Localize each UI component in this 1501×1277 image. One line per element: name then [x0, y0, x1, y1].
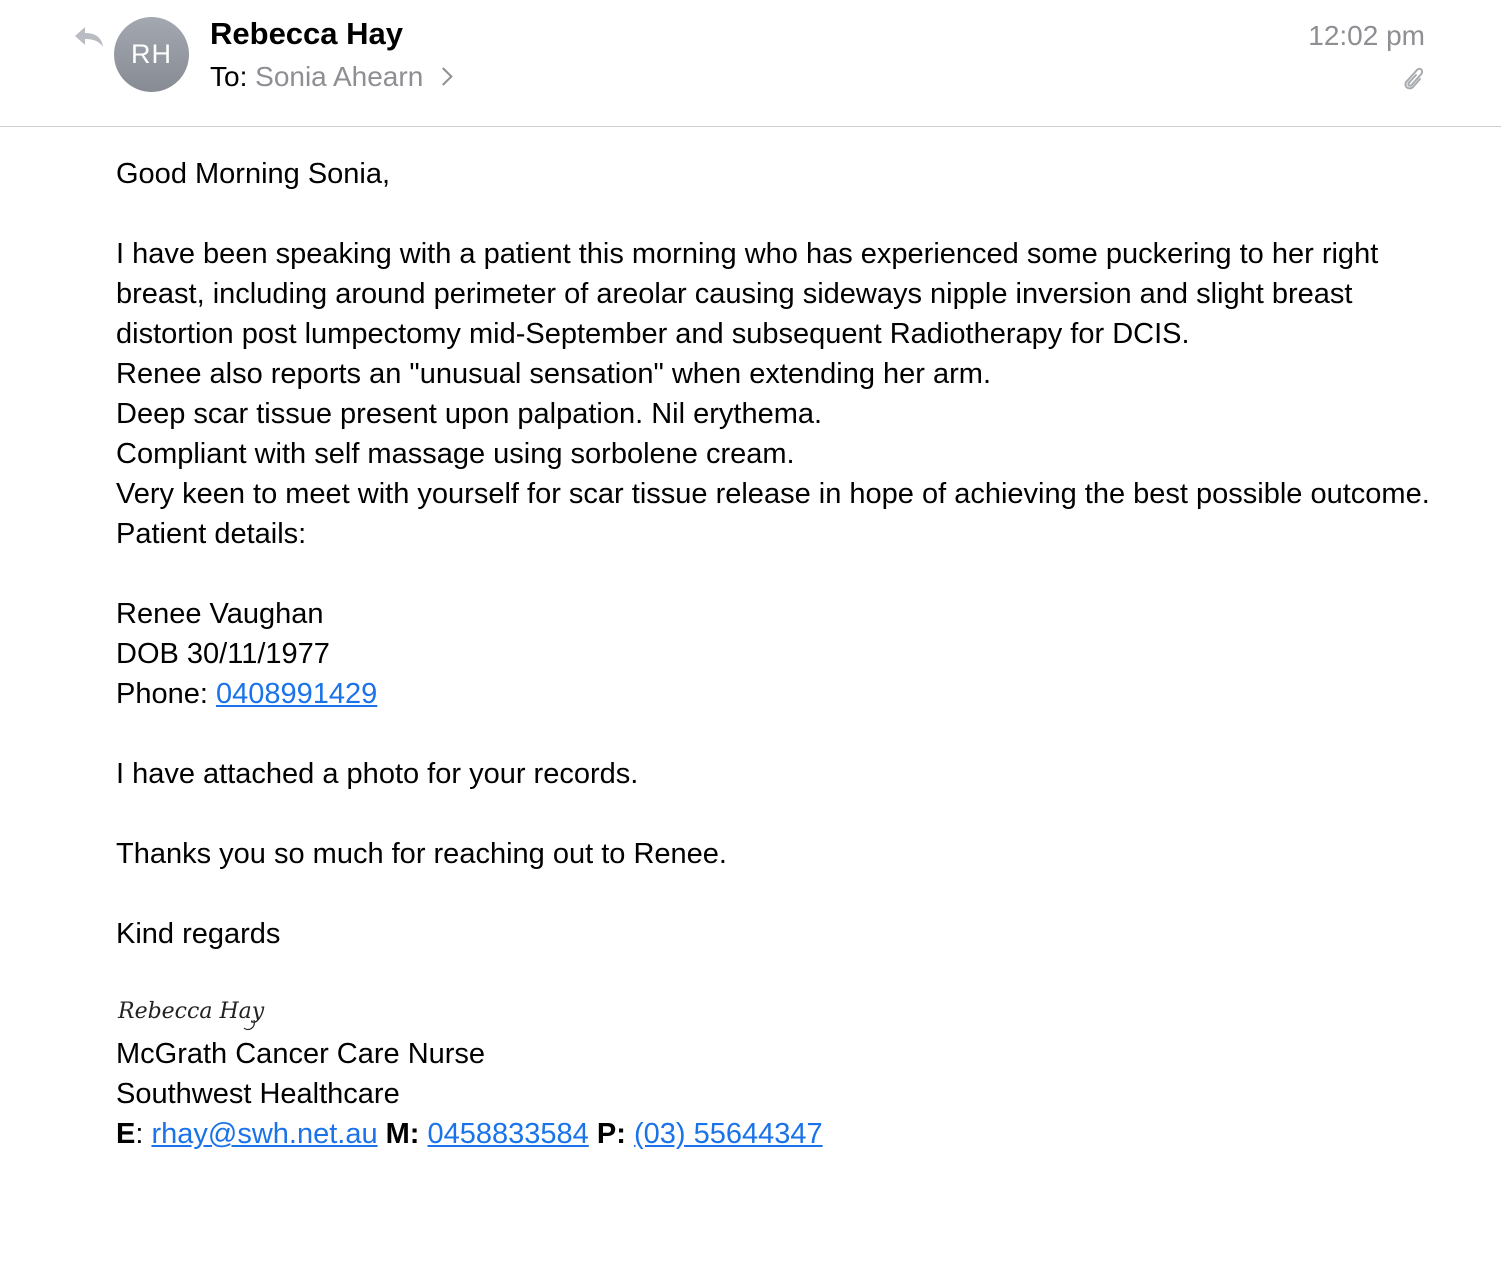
body-line: Patient details:	[116, 518, 307, 550]
body-line: Thanks you so much for reaching out to Renee.	[116, 838, 727, 870]
body-line: Deep scar tissue present upon palpation. Nil erythema.	[116, 398, 823, 430]
handwritten-signature	[116, 990, 1436, 1034]
sender-name[interactable]: Rebecca Hay	[210, 16, 404, 51]
patient-phone	[116, 674, 1436, 714]
greeting: Good Morning Sonia,	[116, 158, 391, 190]
body-line: Compliant with self massage using sorbolene cream.	[116, 438, 795, 470]
signature-contacts	[116, 1114, 1436, 1154]
closing: Kind regards	[116, 918, 281, 950]
patient-dob: DOB 30/11/1977	[116, 638, 330, 670]
signature-role: McGrath Cancer Care Nurse	[116, 1038, 486, 1070]
body-paragraph: I have been speaking with a patient this morning who has experienced some puckering to her right breast, including around perimeter of areolar causing sideways nipple inversion and slight breast distortion post lumpectomy mid-September and subsequent Radiotherapy for DCIS.	[116, 238, 1379, 350]
paperclip-icon	[1399, 64, 1423, 92]
signature-image	[116, 994, 286, 1034]
phone-label: P:	[596, 1118, 626, 1150]
patient-name: Renee Vaughan	[116, 598, 324, 630]
recipient-name[interactable]: Sonia Ahearn	[255, 61, 424, 92]
signature-org: Southwest Healthcare	[116, 1078, 400, 1110]
message-header	[0, 0, 1501, 127]
mobile-link[interactable]: 0458833584	[427, 1118, 589, 1150]
body-line: I have attached a photo for your records.	[116, 758, 639, 790]
message-body	[116, 154, 1436, 1154]
svg-text:Rebecca Hay: Rebecca Hay	[118, 999, 265, 1024]
chevron-right-icon[interactable]	[434, 67, 452, 85]
body-paragraph: Very keen to meet with yourself for scar tissue release in hope of achieving the best possible outcome.	[116, 478, 1430, 510]
recipient-line[interactable]	[210, 61, 450, 93]
office-phone-link[interactable]: (03) 55644347	[633, 1118, 823, 1150]
to-label: To:	[210, 61, 248, 92]
patient-phone-link[interactable]: 0408991429	[215, 678, 378, 710]
avatar[interactable]: RH	[114, 17, 189, 92]
email-label: E	[116, 1118, 136, 1150]
body-line: Renee also reports an "unusual sensation" when extending her arm.	[116, 358, 992, 390]
phone-label: Phone:	[116, 678, 216, 710]
mobile-label: M:	[385, 1118, 420, 1150]
email-link[interactable]: rhay@swh.net.au	[151, 1118, 378, 1150]
email-sep: :	[135, 1118, 152, 1150]
message-time: 12:02 pm	[1308, 20, 1425, 51]
reply-icon[interactable]	[73, 24, 105, 50]
